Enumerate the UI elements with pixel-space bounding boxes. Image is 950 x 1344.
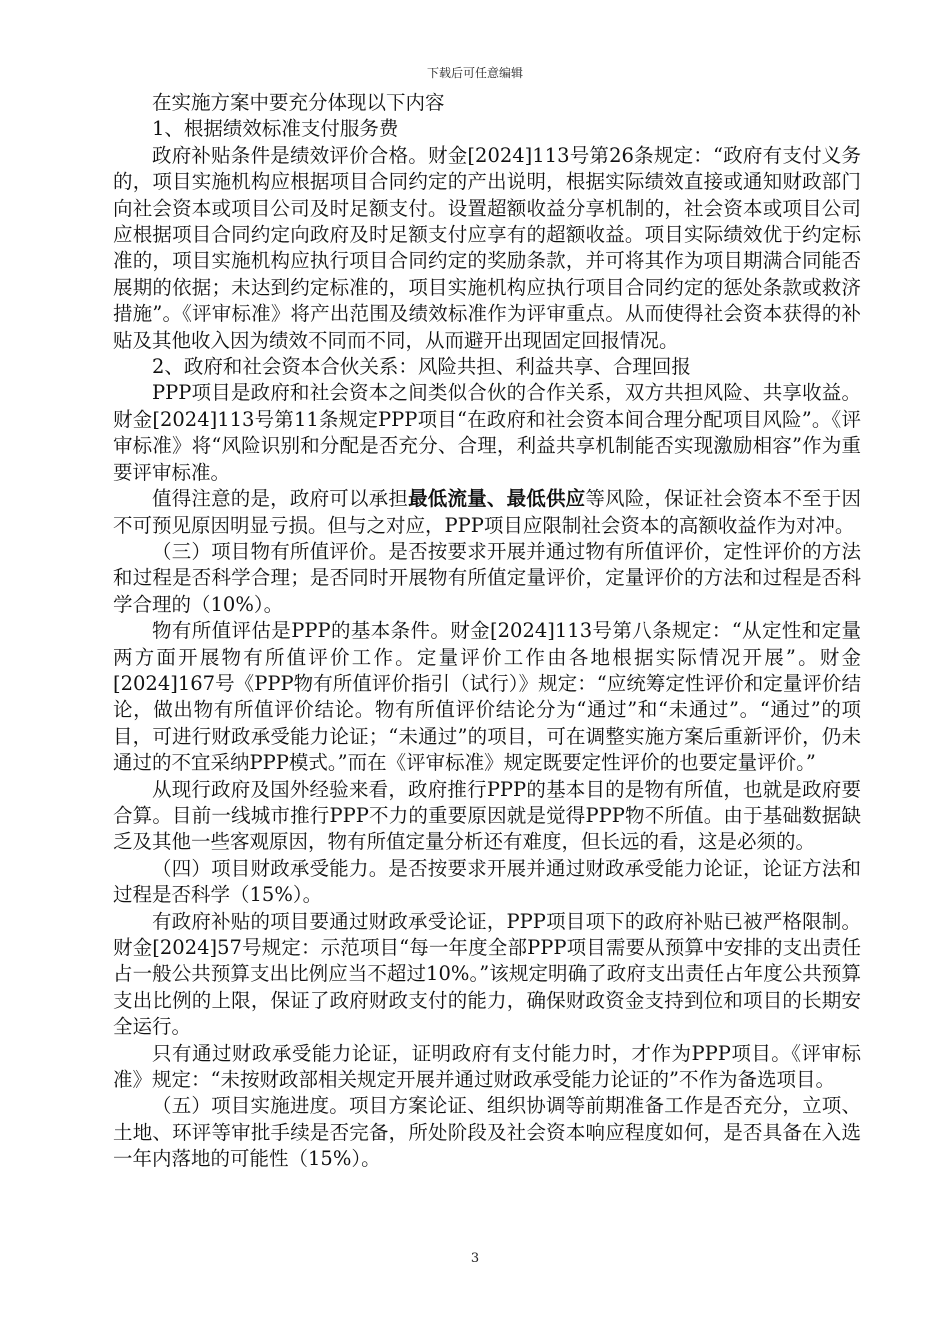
- paragraph-performance-subsidy: 政府补贴条件是绩效评价合格。财金[2024]113号第26条规定：“政府有支付义务的，项目实施机构应根据项目合同约定的产出说明，根据实际绩效直接或通知财政部门向社会资本或项目公司及时足额支付。设置超额收益分享机制的，社会资本或项目公司应根据项目合同约定向政府及时足额支付应享有的超额收益。项目实际绩效优于约定标准的，项目实施机构应执行项目合同约定的奖励条款，并可将其作为项目期满合同能否展期的依据；未达到约定标准的，项目实施机构应执行项目合同约定的惩处条款或救济措施”。《评审标准》将产出范围及绩效标准作为评审重点。从而使得社会资本获得的补贴及其他收入因为绩效不同而不同，从而避开出现固定回报情况。: [113, 143, 861, 352]
- risk-note-separator: 、: [486, 487, 507, 511]
- paragraph-fiscal-proof: 只有通过财政承受能力论证，证明政府有支付能力时，才作为PPP项目。《评审标准》规定：“未按财政部相关规定开展并通过财政承受能力论证的”不作为备选项目。: [113, 1041, 861, 1092]
- paragraph-section-5: （五）项目实施进度。项目方案论证、组织协调等前期准备工作是否充分，立项、土地、环评等审批手续是否完备，所处阶段及社会资本响应程度如何，是否具备在入选一年内落地的可能性（15%）。: [113, 1094, 861, 1171]
- paragraph-fiscal-capacity: 有政府补贴的项目要通过财政承受论证，PPP项目项下的政府补贴已被严格限制。财金[2024]57号规定：示范项目“每一年度全部PPP项目需要从预算中安排的支出责任占一般公共预算支出比例应当不超过10%。”该规定明确了政府支出责任占年度公共预算支出比例的上限，保证了政府财政支付的能力，确保财政资金支持到位和项目的长期安全运行。: [113, 909, 861, 1039]
- header-note: 下载后可任意编辑: [426, 66, 523, 80]
- paragraph-section-3: （三）项目物有所值评价。是否按要求开展并通过物有所值评价，定性评价的方法和过程是否科学合理；是否同时开展物有所值定量评价，定量评价的方法和过程是否科学合理的（10%）。: [113, 539, 861, 616]
- paragraph-intro: 在实施方案中要充分体现以下内容: [152, 91, 445, 114]
- risk-note-text-c: 等风险，保证社会资本不至于因不可预见原因明显亏损。但与之对应，PPP项目应限制社会资本的高额收益作为对冲。: [113, 487, 861, 537]
- paragraph-value-for-money: 物有所值评估是PPP的基本条件。财金[2024]113号第八条规定：“从定性和定量两方面开展物有所值评价工作。定量评价工作由各地根据实际情况开展”。财金[2024]167号《PPP物有所值评价指引（试行）》规定：“应统筹定性评价和定量评价结论，做出物有所值评价结论。物有所值评价结论分为“通过”和“未通过”。“通过”的项目，可进行财政承受能力论证；“未通过”的项目，可在调整实施方案后重新评价，仍未通过的不宜采纳PPP模式。”而在《评审标准》规定既要定性评价的也要定量评价。”: [113, 619, 861, 775]
- risk-note-text-a: 值得注意的是，政府可以承担: [152, 487, 409, 511]
- document-body: [113, 90, 861, 1173]
- page-number: 3: [470, 1251, 480, 1266]
- paragraph-experience: 从现行政府及国外经验来看，政府推行PPP的基本目的是物有所值，也就是政府要合算。目前一线城市推行PPP不力的重要原因就是觉得PPP物不所值。由于基础数据缺乏及其他一些客观原因，物有所值定量分析还有难度，但长远的看，这是必须的。: [113, 777, 861, 854]
- paragraph-partnership: PPP项目是政府和社会资本之间类似合伙的合作关系，双方共担风险、共享收益。财金[2024]113号第11条规定PPP项目“在政府和社会资本间合理分配项目风险”。《评审标准》将“风险识别和分配是否充分、合理，利益共享机制能否实现激励相容”作为重要评审标准。: [113, 381, 861, 484]
- paragraph-heading-1: 1、根据绩效标准支付服务费: [152, 117, 399, 141]
- paragraph-risk-note: [113, 486, 861, 539]
- paragraph-heading-2: 2、政府和社会资本合伙关系：风险共担、利益共享、合理回报: [152, 355, 691, 379]
- paragraph-section-4: （四）项目财政承受能力。是否按要求开展并通过财政承受能力论证，论证方法和过程是否科学（15%）。: [113, 856, 861, 907]
- risk-note-bold-2: 最低供应: [506, 487, 586, 511]
- risk-note-bold-1: 最低流量: [408, 487, 487, 511]
